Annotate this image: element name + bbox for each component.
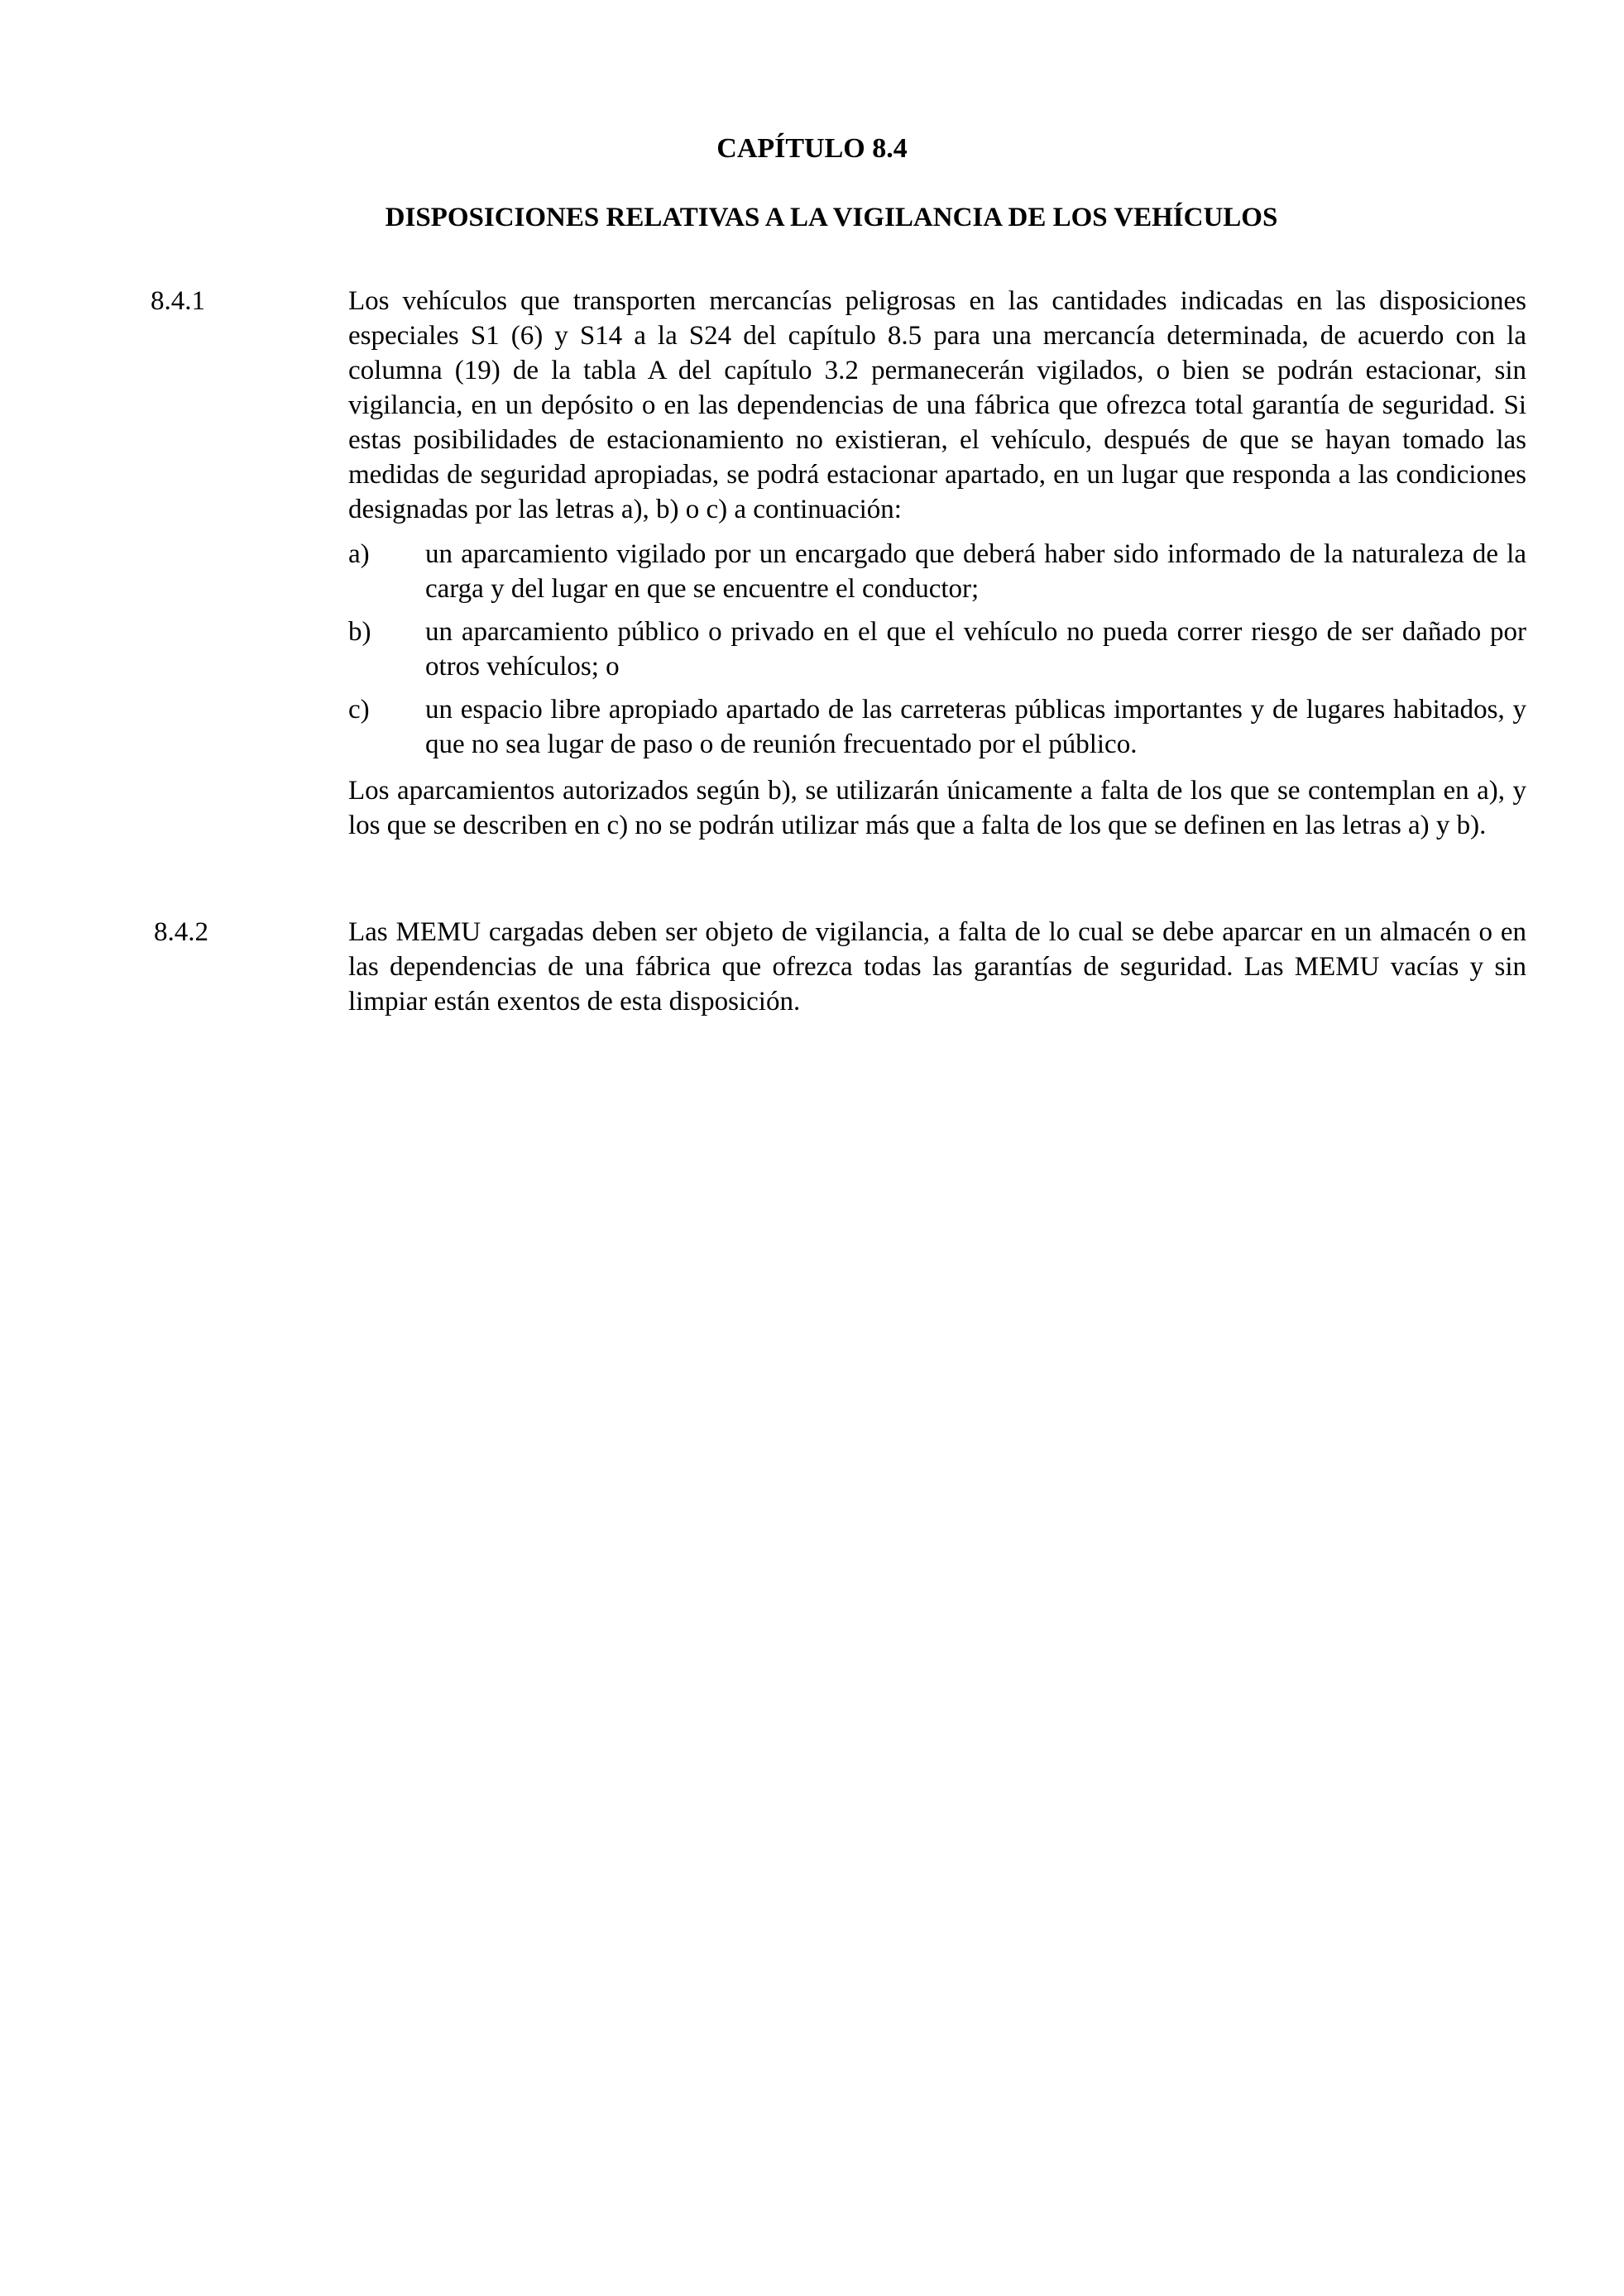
section-paragraph: Las MEMU cargadas deben ser objeto de vigilancia, a falta de lo cual se debe aparcar en un almacén o en las dependencias de una fábrica que ofrezca todas las garantías de seguridad. Las MEMU vacías y sin limpiar están exentos de esta disposición. <box>348 917 1526 1016</box>
list-item-text: un espacio libre apropiado apartado de las carreteras públicas importantes y de lugares habitados, y que no sea lugar de paso o de reunión frecuentado por el público. <box>425 695 1526 759</box>
section-number: 8.4.2 <box>154 917 208 947</box>
list-item <box>348 537 1526 606</box>
section-number: 8.4.1 <box>151 286 205 316</box>
list-marker: c) <box>348 695 370 725</box>
list-marker: b) <box>348 617 371 647</box>
conditions-list <box>348 537 1526 762</box>
list-item <box>348 615 1526 684</box>
list-item-text: un aparcamiento público o privado en el que el vehículo no pueda correr riesgo de ser dañado por otros vehículos; o <box>425 617 1526 682</box>
list-marker: a) <box>348 539 370 569</box>
list-item-text: un aparcamiento vigilado por un encargado que deberá haber sido informado de la naturaleza de la carga y del lugar en que se encuentre el conductor; <box>425 539 1526 604</box>
section-body <box>348 284 1526 843</box>
section-intro-paragraph: Los vehículos que transporten mercancías peligrosas en las cantidades indicadas en las disposiciones especiales S1 (6) y S14 a la S24 del capítulo 8.5 para una mercancía determinada, de acuerdo con la columna (19) de la tabla A del capítulo 3.2 permanecerán vigilados, o bien se podrán estacionar, sin vigilancia, en un depósito o en las dependencias de una fábrica que ofrezca total garantía de seguridad. Si estas posibilidades de estacionamiento no existieran, el vehículo, después de que se hayan tomado las medidas de seguridad apropiadas, se podrá estacionar apartado, en un lugar que responda a las condiciones designadas por las letras a), b) o c) a continuación: <box>348 286 1526 524</box>
section-body <box>348 915 1526 1019</box>
section-closing-paragraph: Los aparcamientos autorizados según b), se utilizarán únicamente a falta de los que se contemplan en a), y los que se describen en c) no se podrán utilizar más que a falta de los que se definen en las letras a) y b). <box>348 776 1526 840</box>
chapter-title: CAPÍTULO 8.4 <box>716 133 908 164</box>
chapter-subtitle: DISPOSICIONES RELATIVAS A LA VIGILANCIA DE LOS VEHÍCULOS <box>385 203 1278 232</box>
list-item <box>348 692 1526 762</box>
